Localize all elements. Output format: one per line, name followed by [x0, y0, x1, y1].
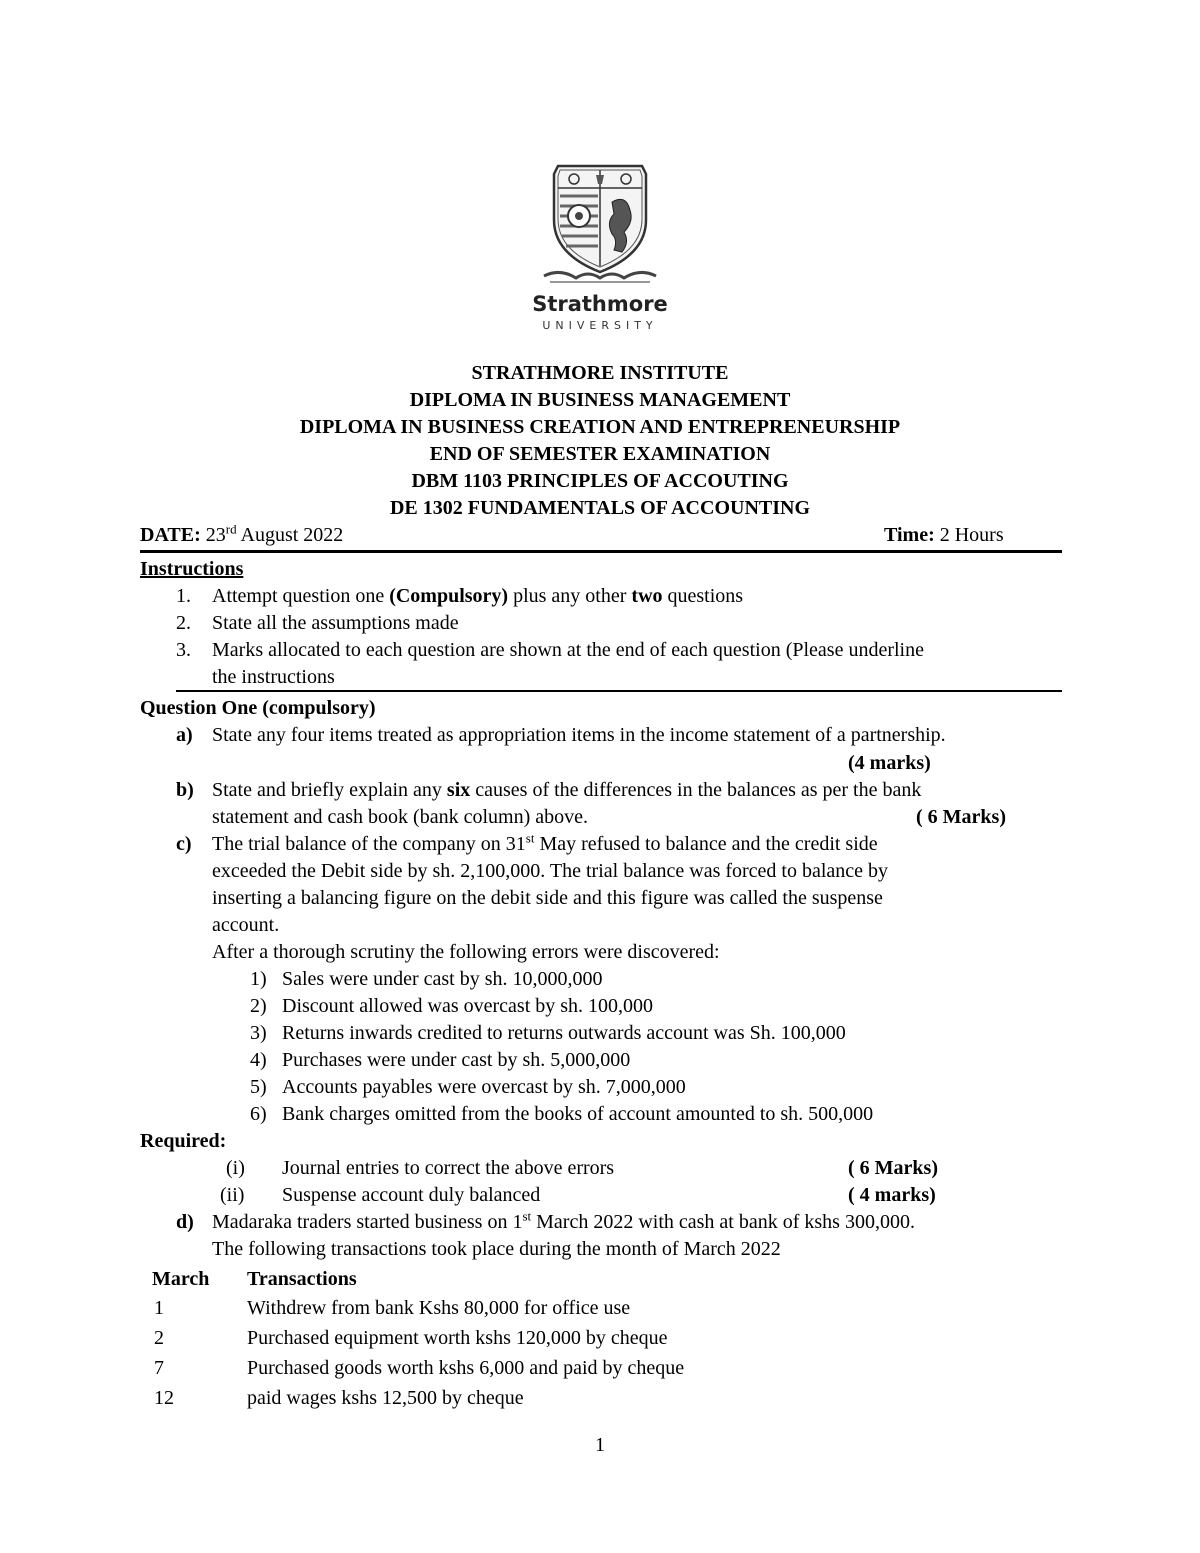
error-number: 6) [250, 1103, 267, 1125]
transaction-text: Withdrew from bank Kshs 80,000 for office use [247, 1297, 631, 1319]
error-item: Purchases were under cast by sh. 5,000,000 [282, 1049, 631, 1071]
question-c-line-3: inserting a balancing figure on the debit side and this figure was called the suspense [212, 887, 883, 909]
logo-wordmark: Strathmore [532, 292, 668, 316]
error-item: Sales were under cast by sh. 10,000,000 [282, 968, 603, 990]
required-item: Suspense account duly balanced [282, 1184, 541, 1206]
question-b-marks: ( 6 Marks) [916, 806, 1006, 828]
header-programme-1: DIPLOMA IN BUSINESS MANAGEMENT [409, 389, 791, 411]
error-number: 5) [250, 1076, 267, 1098]
question-one-heading: Question One (compulsory) [140, 697, 376, 719]
transaction-day: 7 [154, 1357, 164, 1379]
table-header-month: March [152, 1268, 210, 1290]
question-c-line-1: The trial balance of the company on 31st May refused to balance and the credit side [212, 830, 878, 855]
logo-subtitle: UNIVERSITY [542, 319, 658, 332]
required-marks: ( 6 Marks) [848, 1157, 938, 1179]
transaction-text: Purchased equipment worth kshs 120,000 by cheque [247, 1327, 668, 1349]
error-number: 2) [250, 995, 267, 1017]
university-logo [530, 162, 670, 337]
error-number: 4) [250, 1049, 267, 1071]
required-number: (i) [226, 1157, 245, 1179]
question-label: b) [176, 779, 194, 801]
instruction-number: 2. [176, 612, 191, 634]
question-label: d) [176, 1211, 194, 1233]
question-c-intro: After a thorough scrutiny the following errors were discovered: [212, 941, 720, 963]
error-item: Discount allowed was overcast by sh. 100,000 [282, 995, 654, 1017]
error-number: 3) [250, 1022, 267, 1044]
question-b-text: State and briefly explain any six causes of the differences in the balances as per the bank [212, 779, 922, 801]
crest-icon [530, 162, 670, 287]
required-heading: Required: [140, 1130, 227, 1152]
header-programme-2: DIPLOMA IN BUSINESS CREATION AND ENTREPRENEURSHIP [299, 416, 901, 438]
required-marks: ( 4 marks) [848, 1184, 936, 1206]
instruction-item: Marks allocated to each question are shown at the end of each question (Please underline [212, 639, 924, 661]
question-a-text: State any four items treated as appropriation items in the income statement of a partnership. [212, 724, 946, 746]
page-number: 1 [595, 1434, 605, 1456]
transaction-day: 12 [154, 1387, 174, 1409]
question-d-line-2: The following transactions took place during the month of March 2022 [212, 1238, 781, 1260]
instruction-number: 3. [176, 639, 191, 661]
transaction-text: Purchased goods worth kshs 6,000 and paid by cheque [247, 1357, 685, 1379]
transaction-day: 2 [154, 1327, 164, 1349]
header-course-1: DBM 1103 PRINCIPLES OF ACCOUTING [411, 470, 789, 492]
error-item: Returns inwards credited to returns outwards account was Sh. 100,000 [282, 1022, 846, 1044]
required-item: Journal entries to correct the above errors [282, 1157, 615, 1179]
question-d-line-1: Madaraka traders started business on 1st March 2022 with cash at bank of kshs 300,000. [212, 1208, 915, 1233]
exam-time: Time: 2 Hours [884, 524, 1004, 546]
instruction-item: Attempt question one (Compulsory) plus any other two questions [212, 585, 744, 607]
transaction-text: paid wages kshs 12,500 by cheque [247, 1387, 524, 1409]
exam-date: DATE: 23rd August 2022 [140, 521, 344, 546]
error-item: Bank charges omitted from the books of account amounted to sh. 500,000 [282, 1103, 874, 1125]
error-number: 1) [250, 968, 267, 990]
header-course-2: DE 1302 FUNDAMENTALS OF ACCOUNTING [389, 497, 811, 519]
transaction-day: 1 [154, 1297, 164, 1319]
question-b-text-continued: statement and cash book (bank column) above. [212, 806, 588, 828]
question-c-line-2: exceeded the Debit side by sh. 2,100,000. The trial balance was forced to balance by [212, 860, 889, 882]
error-item: Accounts payables were overcast by sh. 7,000,000 [282, 1076, 686, 1098]
question-label: a) [176, 724, 193, 746]
instructions-heading: Instructions [140, 558, 244, 580]
header-exam-type: END OF SEMESTER EXAMINATION [429, 443, 771, 465]
table-header-transactions: Transactions [247, 1268, 357, 1290]
instruction-item-continued: the instructions [212, 666, 335, 688]
date-divider [140, 550, 1062, 553]
header-institute: STRATHMORE INSTITUTE [471, 362, 729, 384]
required-number: (ii) [220, 1184, 245, 1206]
question-a-marks: (4 marks) [848, 752, 931, 774]
question-c-line-4: account. [212, 914, 280, 936]
instruction-item: State all the assumptions made [212, 612, 459, 634]
question-label: c) [176, 833, 192, 855]
instructions-divider [176, 690, 1062, 692]
instruction-number: 1. [176, 585, 191, 607]
